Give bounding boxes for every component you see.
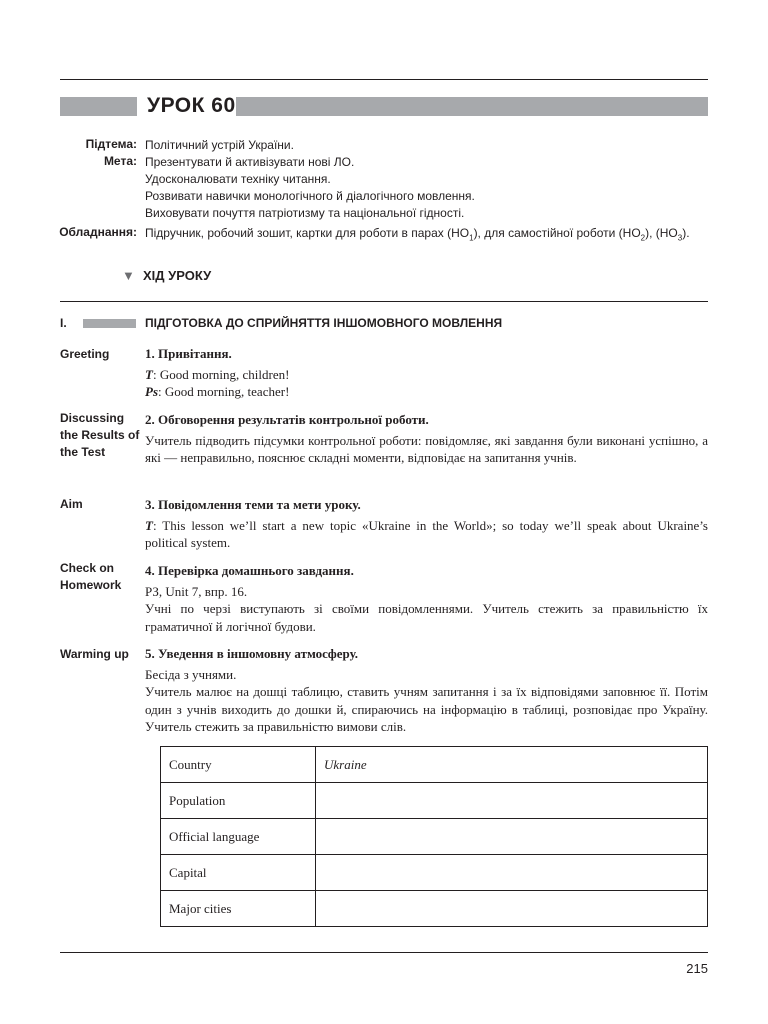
step-heading: 4. Перевірка домашнього завдання. bbox=[145, 563, 354, 578]
section-number: I. bbox=[60, 316, 67, 330]
table-cell-value bbox=[316, 855, 708, 891]
top-rule bbox=[60, 79, 708, 80]
section-title: ПІДГОТОВКА ДО СПРИЙНЯТТЯ ІНШОМОВНОГО МОВЛЕННЯ bbox=[145, 316, 503, 330]
subtopic-text: Політичний устрій України. bbox=[145, 138, 294, 152]
step-heading: 3. Повідомлення теми та мети уроку. bbox=[145, 497, 361, 512]
course-marker-icon: ▼ bbox=[122, 268, 135, 283]
title-bar-left bbox=[60, 97, 137, 116]
step-heading: 1. Привітання. bbox=[145, 346, 232, 361]
table-cell-value: Ukraine bbox=[316, 747, 708, 783]
equipment-text: Підручник, робочий зошит, картки для роботи в парах $(НО_1)$, для самостійної роботи $(НО_2)$, $(НО_3)$. bbox=[145, 226, 690, 243]
country-table bbox=[160, 746, 708, 927]
aim-label: Мета: bbox=[103, 154, 137, 168]
page-number: 215 bbox=[686, 961, 708, 976]
table-row bbox=[161, 819, 708, 855]
aim-item: Виховувати почуття патріотизму та національної гідності. bbox=[145, 206, 465, 220]
table-cell-label: Population bbox=[161, 783, 316, 819]
bottom-rule bbox=[60, 952, 708, 953]
aim-item: Презентувати й активізувати нові ЛО. bbox=[145, 155, 355, 169]
step-text: Учитель підводить підсумки контрольної роботи: повідомляє, які завдання були виконані успішно, а які — неправильно, пояснює складні моменти, відповідає на запитання учнів. bbox=[145, 432, 708, 465]
step-aim: 3. Повідомлення теми та мети уроку. T: This lesson we’ll start a new topic «Ukraine in the World»; so today we’ll speak about Ukraine’s political system. bbox=[145, 497, 708, 550]
section-bar bbox=[83, 319, 136, 328]
lesson-title: УРОК 60 bbox=[147, 94, 236, 117]
table-cell-label: Capital bbox=[161, 855, 316, 891]
table-cell-value bbox=[316, 819, 708, 855]
table-cell-label: Major cities bbox=[161, 891, 316, 927]
step-heading: 2. Обговорення результатів контрольної роботи. bbox=[145, 412, 429, 427]
course-title: ХІД УРОКУ bbox=[143, 268, 212, 283]
step-side-label: Aim bbox=[60, 497, 83, 511]
step-side-label: Warming up bbox=[60, 647, 129, 661]
table-row bbox=[161, 891, 708, 927]
section-rule bbox=[60, 301, 708, 302]
step-side-label: Greeting bbox=[60, 347, 110, 361]
step-side-label: Check on Homework bbox=[60, 561, 122, 592]
step-warming: 5. Уведення в іншомовну атмосферу. Бесіда з учнями. Учитель малює на дошці таблицю, ставить учням запитання і за їх відповідями заповнює її. Потім один з учнів виходить до дошки й, спираючись на інформацію в таблиці, розповідає про Україну. Учитель стежить за правильністю вимови слів. bbox=[145, 646, 708, 734]
table-cell-label: Country bbox=[161, 747, 316, 783]
step-text: Учні по черзі виступають зі своїми повідомленнями. Учитель стежить за правильністю їх граматичної й логічної будови. bbox=[145, 601, 708, 634]
table-cell-label: Official language bbox=[161, 819, 316, 855]
table-row bbox=[161, 855, 708, 891]
step-homework: 4. Перевірка домашнього завдання. РЗ, Unit 7, впр. 16. Учні по черзі виступають зі своїми повідомленнями. Учитель стежить за правильністю їх граматичної й логічної будови. bbox=[145, 563, 708, 634]
subtopic-label: Підтема: bbox=[85, 137, 137, 151]
aim-item: Розвивати навички монологічного й діалогічного мовлення. bbox=[145, 189, 475, 203]
table-cell-value bbox=[316, 891, 708, 927]
table-row bbox=[161, 783, 708, 819]
title-bar-right bbox=[236, 97, 708, 116]
table-cell-value bbox=[316, 783, 708, 819]
step-discussing bbox=[145, 411, 708, 467]
step-heading: 5. Уведення в іншомовну атмосферу. bbox=[145, 646, 359, 661]
step-greeting: 1. Привітання. T: Good morning, children! Ps: Good morning, teacher! bbox=[145, 345, 708, 401]
aim-item: Удосконалювати техніку читання. bbox=[145, 172, 331, 186]
table-row bbox=[161, 747, 708, 783]
equipment-label: Обладнання: bbox=[59, 225, 137, 239]
aim-list bbox=[145, 154, 475, 222]
step-text: Учитель малює на дошці таблицю, ставить учням запитання і за їх відповідями заповнює її. Потім один з учнів виходить до дошки й, спираючись на інформацію в таблиці, розповідає про Україну. Учитель стежить за правильністю вимови слів. bbox=[145, 684, 708, 734]
step-side-label: Discussing the Results of the Test bbox=[60, 411, 140, 459]
